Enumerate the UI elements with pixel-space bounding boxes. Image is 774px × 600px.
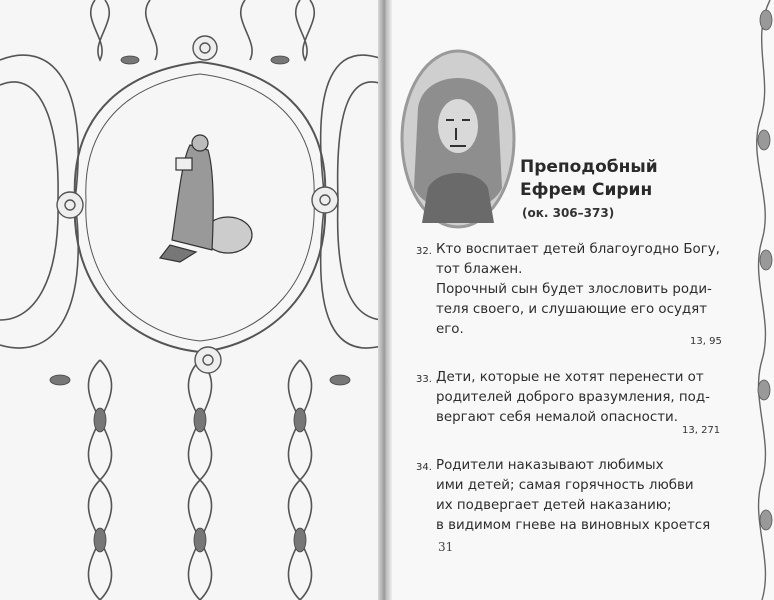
entry-line: их подвергает детей наказанию; <box>436 498 672 513</box>
book-gutter <box>378 0 392 600</box>
next-page-ornament-edge <box>740 0 774 600</box>
st-ephrem-portrait <box>398 48 518 230</box>
saint-dates: (ок. 306–373) <box>522 206 615 220</box>
entry-number: 32. <box>416 246 432 257</box>
heading-line-2: Ефрем Сирин <box>520 180 653 200</box>
seated-saint-icon <box>160 135 252 262</box>
entry-number: 34. <box>416 462 432 473</box>
floral-ornament <box>0 0 385 600</box>
entry-32 <box>416 240 726 340</box>
entry-reference: 13, 271 <box>682 425 721 436</box>
entry-34 <box>416 456 726 536</box>
saint-heading <box>520 156 658 202</box>
entry-line: в видимом гневе на виновных кроется <box>436 518 711 533</box>
entry-line: тот блажен. <box>436 262 523 277</box>
entry-line: Кто воспитает детей благоугодно Богу, <box>436 242 720 257</box>
heading-line-1: Преподобный <box>520 157 658 177</box>
entry-line: ими детей; самая горячность любви <box>436 478 694 493</box>
entry-line: его. <box>436 322 464 337</box>
entry-33 <box>416 368 726 428</box>
entry-line: Дети, которые не хотят перенести от <box>436 370 704 385</box>
entry-line: Порочный сын будет злословить роди- <box>436 282 712 297</box>
left-page <box>0 0 385 600</box>
entry-line: вергают себя немалой опасности. <box>436 410 678 425</box>
entry-line: Родители наказывают любимых <box>436 458 664 473</box>
entry-line: теля своего, и слушающие его осудят <box>436 302 707 317</box>
entry-line: родителей доброго вразумления, под- <box>436 390 710 405</box>
entry-reference: 13, 95 <box>690 336 722 347</box>
page-number: 31 <box>438 540 454 554</box>
entry-number: 33. <box>416 374 432 385</box>
